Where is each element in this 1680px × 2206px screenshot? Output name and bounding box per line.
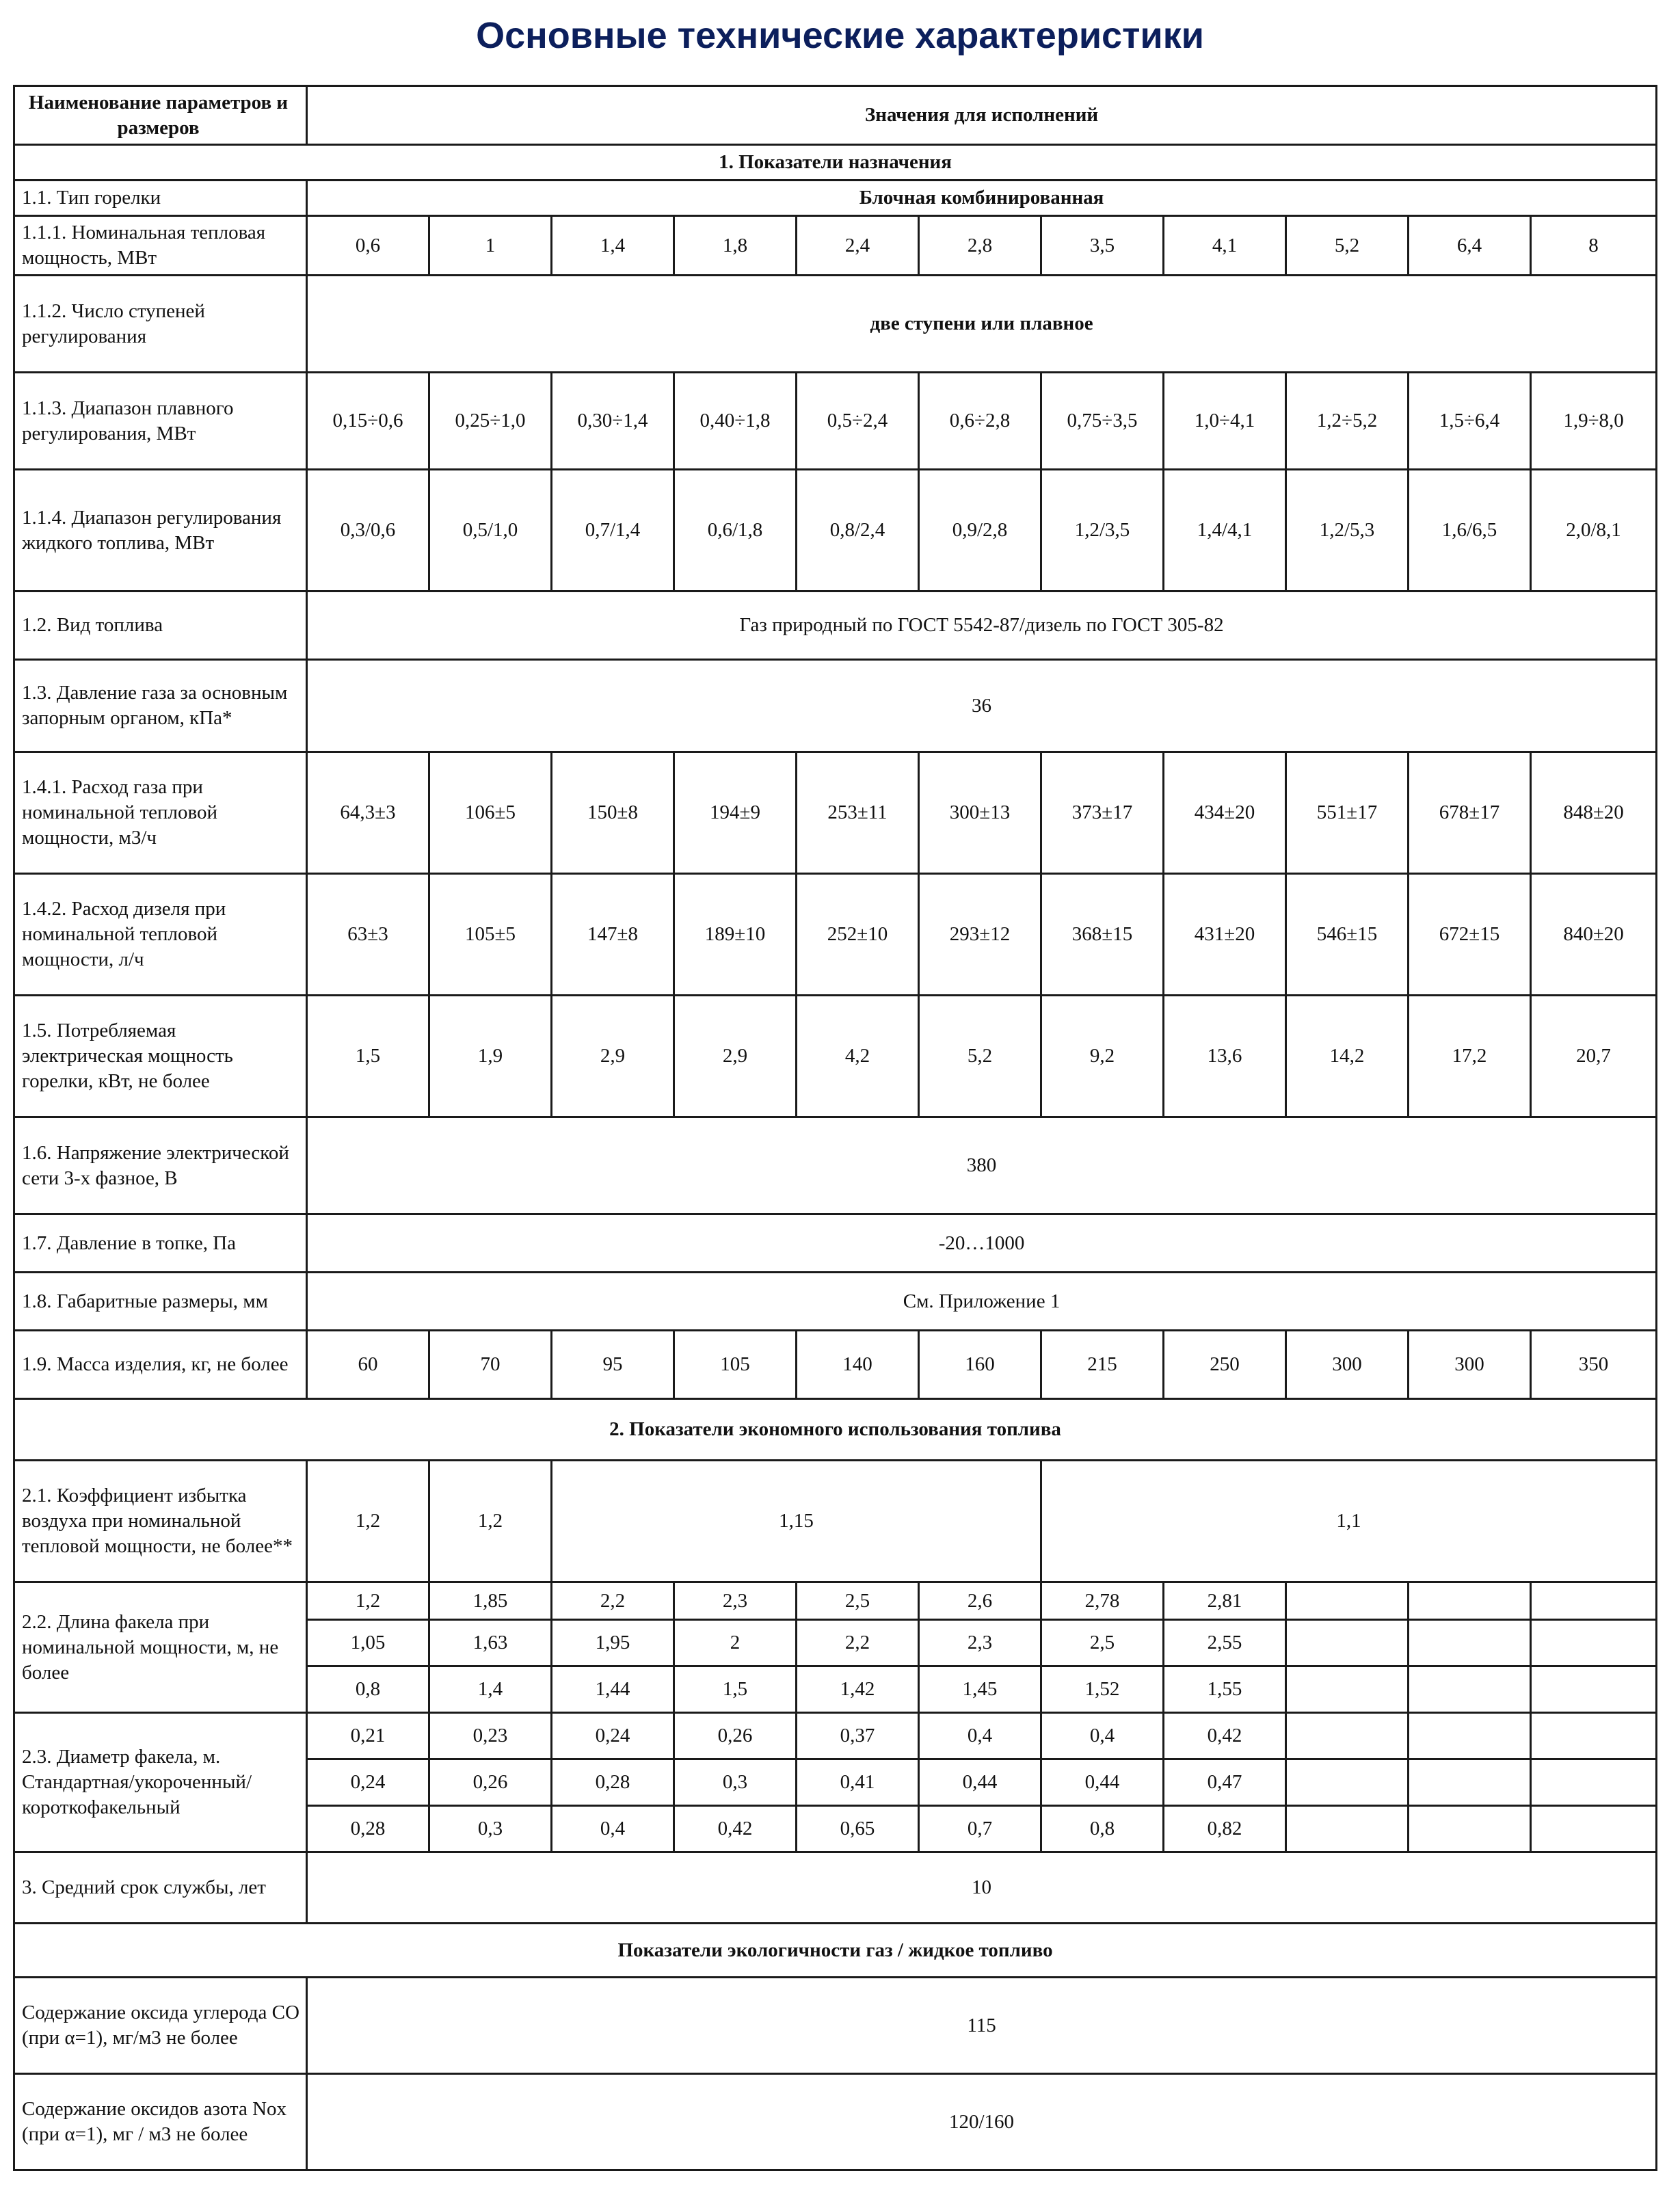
value-cell: 0,3 [674, 1759, 797, 1806]
value-cell: 2,3 [674, 1582, 797, 1620]
param-label: Содержание оксидов азота Nox (при α=1), мг / м3 не более [14, 2074, 307, 2170]
empty-cell [1531, 1713, 1657, 1759]
value-cell: 1,1 [1041, 1461, 1657, 1582]
value-cell: 2,4 [797, 216, 919, 276]
value-cell: 5,2 [1286, 216, 1409, 276]
param-value: См. Приложение 1 [307, 1273, 1657, 1331]
value-cell: 17,2 [1409, 996, 1531, 1117]
value-cell: 300 [1286, 1331, 1409, 1399]
value-cell: 1,8 [674, 216, 797, 276]
value-cell: 0,5÷2,4 [797, 373, 919, 470]
value-cell: 300 [1409, 1331, 1531, 1399]
empty-cell [1409, 1620, 1531, 1666]
value-cell: 1,85 [429, 1582, 552, 1620]
value-cell: 1,2÷5,2 [1286, 373, 1409, 470]
param-label: 2.2. Длина факела при номинальной мощности, м, не более [14, 1582, 307, 1713]
value-cell: 253±11 [797, 752, 919, 874]
value-cell: 0,37 [797, 1713, 919, 1759]
param-label: 1.7. Давление в топке, Па [14, 1214, 307, 1273]
value-cell: 0,75÷3,5 [1041, 373, 1164, 470]
value-cell: 434±20 [1164, 752, 1286, 874]
param-label: 1.1.2. Число ступеней регулирования [14, 276, 307, 373]
value-cell: 60 [307, 1331, 429, 1399]
value-cell: 551±17 [1286, 752, 1409, 874]
empty-cell [1409, 1713, 1531, 1759]
value-cell: 1,9÷8,0 [1531, 373, 1657, 470]
value-cell: 0,5/1,0 [429, 470, 552, 592]
value-cell: 1,52 [1041, 1666, 1164, 1713]
header-row [14, 86, 1657, 145]
empty-cell [1531, 1759, 1657, 1806]
value-cell: 431±20 [1164, 874, 1286, 996]
value-cell: 840±20 [1531, 874, 1657, 996]
value-cell: 1,2/5,3 [1286, 470, 1409, 592]
row-furnace_pressure [14, 1214, 1657, 1273]
value-cell: 1,2 [429, 1461, 552, 1582]
value-cell: 194±9 [674, 752, 797, 874]
empty-cell [1286, 1620, 1409, 1666]
empty-cell [1409, 1666, 1531, 1713]
value-cell: 0,21 [307, 1713, 429, 1759]
value-cell: 147±8 [552, 874, 674, 996]
param-value: две ступени или плавное [307, 276, 1657, 373]
value-cell: 2,9 [552, 996, 674, 1117]
value-cell: 252±10 [797, 874, 919, 996]
value-cell: 1,2 [307, 1582, 429, 1620]
value-cell: 0,8/2,4 [797, 470, 919, 592]
empty-cell [1531, 1806, 1657, 1852]
value-cell: 150±8 [552, 752, 674, 874]
value-cell: 1,9 [429, 996, 552, 1117]
value-cell: 2,55 [1164, 1620, 1286, 1666]
value-cell: 0,24 [552, 1713, 674, 1759]
value-cell: 1,4 [429, 1666, 552, 1713]
value-cell: 1,63 [429, 1620, 552, 1666]
param-label: 1.8. Габаритные размеры, мм [14, 1273, 307, 1331]
section-title: 2. Показатели экономного использования топлива [14, 1399, 1657, 1461]
value-cell: 2,6 [919, 1582, 1041, 1620]
value-cell: 672±15 [1409, 874, 1531, 996]
value-cell: 140 [797, 1331, 919, 1399]
param-label: 1.3. Давление газа за основным запорным органом, кПа* [14, 660, 307, 752]
row-smooth_range [14, 373, 1657, 470]
param-label: 2.3. Диаметр факела, м. Стандартная/укороченный/короткофакельный [14, 1713, 307, 1852]
value-cell: 0,47 [1164, 1759, 1286, 1806]
value-cell: 0,28 [552, 1759, 674, 1806]
value-cell: 6,4 [1409, 216, 1531, 276]
value-cell: 300±13 [919, 752, 1041, 874]
value-cell: 0,25÷1,0 [429, 373, 552, 470]
value-cell: 1,05 [307, 1620, 429, 1666]
value-cell: 1,15 [552, 1461, 1041, 1582]
value-cell: 1,6/6,5 [1409, 470, 1531, 592]
value-cell: 678±17 [1409, 752, 1531, 874]
row-diesel_flow [14, 874, 1657, 996]
value-cell: 0,28 [307, 1806, 429, 1852]
value-cell: 0,26 [674, 1713, 797, 1759]
values-header: Значения для исполнений [307, 86, 1657, 145]
value-cell: 0,44 [1041, 1759, 1164, 1806]
value-cell: 0,6 [307, 216, 429, 276]
value-cell: 1,5 [674, 1666, 797, 1713]
row-gas_pressure [14, 660, 1657, 752]
value-cell: 2,8 [919, 216, 1041, 276]
value-cell: 368±15 [1041, 874, 1164, 996]
value-cell: 70 [429, 1331, 552, 1399]
param-label: 1.4.1. Расход газа при номинальной тепловой мощности, м3/ч [14, 752, 307, 874]
value-cell: 1,2/3,5 [1041, 470, 1164, 592]
value-cell: 5,2 [919, 996, 1041, 1117]
value-cell: 1,42 [797, 1666, 919, 1713]
value-cell: 0,8 [307, 1666, 429, 1713]
value-cell: 0,8 [1041, 1806, 1164, 1852]
value-cell: 3,5 [1041, 216, 1164, 276]
spec-table-body [14, 86, 1657, 2170]
param-label: 1.1. Тип горелки [14, 181, 307, 216]
spec-table [13, 85, 1657, 2171]
param-value: -20…1000 [307, 1214, 1657, 1273]
param-header: Наименование параметров и размеров [14, 86, 307, 145]
row-fuel [14, 592, 1657, 660]
value-cell: 20,7 [1531, 996, 1657, 1117]
param-label: 1.9. Масса изделия, кг, не более [14, 1331, 307, 1399]
value-cell: 0,6/1,8 [674, 470, 797, 592]
value-cell: 2,9 [674, 996, 797, 1117]
value-cell: 4,1 [1164, 216, 1286, 276]
value-cell: 1,5 [307, 996, 429, 1117]
value-cell: 215 [1041, 1331, 1164, 1399]
param-value: 380 [307, 1117, 1657, 1214]
value-cell: 9,2 [1041, 996, 1164, 1117]
value-cell: 0,23 [429, 1713, 552, 1759]
value-cell: 0,7/1,4 [552, 470, 674, 592]
section-title: Показатели экологичности газ / жидкое топливо [14, 1924, 1657, 1978]
page-title: Основные технические характеристики [476, 15, 1204, 56]
row-air_excess [14, 1461, 1657, 1582]
value-cell: 0,30÷1,4 [552, 373, 674, 470]
value-cell: 1,55 [1164, 1666, 1286, 1713]
section-row [14, 1399, 1657, 1461]
value-cell: 2,2 [552, 1582, 674, 1620]
value-cell: 0,4 [1041, 1713, 1164, 1759]
value-cell: 0,82 [1164, 1806, 1286, 1852]
value-cell: 1,5÷6,4 [1409, 373, 1531, 470]
value-cell: 0,44 [919, 1759, 1041, 1806]
row-mass [14, 1331, 1657, 1399]
value-cell: 2,0/8,1 [1531, 470, 1657, 592]
row-stages [14, 276, 1657, 373]
value-cell: 2 [674, 1620, 797, 1666]
param-label: 3. Средний срок службы, лет [14, 1852, 307, 1924]
value-cell: 0,4 [919, 1713, 1041, 1759]
row-power [14, 216, 1657, 276]
value-cell: 4,2 [797, 996, 919, 1117]
param-value: Газ природный по ГОСТ 5542-87/дизель по ГОСТ 305-82 [307, 592, 1657, 660]
row-service_life [14, 1852, 1657, 1924]
value-cell: 0,41 [797, 1759, 919, 1806]
empty-cell [1286, 1582, 1409, 1620]
value-cell: 1,0÷4,1 [1164, 373, 1286, 470]
row-liquid_range [14, 470, 1657, 592]
value-cell: 1 [429, 216, 552, 276]
param-value: Блочная комбинированная [307, 181, 1657, 216]
value-cell: 1,4/4,1 [1164, 470, 1286, 592]
param-value: 115 [307, 1978, 1657, 2074]
param-value: 36 [307, 660, 1657, 752]
param-label: 2.1. Коэффициент избытка воздуха при номинальной тепловой мощности, не более** [14, 1461, 307, 1582]
value-cell: 14,2 [1286, 996, 1409, 1117]
row-gas_flow [14, 752, 1657, 874]
section-row [14, 1924, 1657, 1978]
value-cell: 0,7 [919, 1806, 1041, 1852]
param-label: 1.1.1. Номинальная тепловая мощность, МВт [14, 216, 307, 276]
empty-cell [1286, 1759, 1409, 1806]
empty-cell [1531, 1666, 1657, 1713]
empty-cell [1286, 1713, 1409, 1759]
row-burner_type [14, 181, 1657, 216]
value-cell: 0,3/0,6 [307, 470, 429, 592]
value-cell: 2,78 [1041, 1582, 1164, 1620]
value-cell: 160 [919, 1331, 1041, 1399]
value-cell: 0,9/2,8 [919, 470, 1041, 592]
row-el_power [14, 996, 1657, 1117]
value-cell: 0,4 [552, 1806, 674, 1852]
empty-cell [1409, 1759, 1531, 1806]
empty-cell [1286, 1806, 1409, 1852]
value-cell: 0,42 [1164, 1713, 1286, 1759]
value-cell: 2,5 [1041, 1620, 1164, 1666]
value-cell: 63±3 [307, 874, 429, 996]
row-flame_length-1 [14, 1582, 1657, 1620]
param-value: 10 [307, 1852, 1657, 1924]
empty-cell [1286, 1666, 1409, 1713]
value-cell: 95 [552, 1331, 674, 1399]
value-cell: 1,2 [307, 1461, 429, 1582]
param-label: 1.1.3. Диапазон плавного регулирования, МВт [14, 373, 307, 470]
value-cell: 1,44 [552, 1666, 674, 1713]
value-cell: 0,42 [674, 1806, 797, 1852]
empty-cell [1409, 1582, 1531, 1620]
value-cell: 0,40÷1,8 [674, 373, 797, 470]
value-cell: 13,6 [1164, 996, 1286, 1117]
value-cell: 105±5 [429, 874, 552, 996]
value-cell: 0,15÷0,6 [307, 373, 429, 470]
value-cell: 189±10 [674, 874, 797, 996]
section-title: 1. Показатели назначения [14, 145, 1657, 181]
value-cell: 2,2 [797, 1620, 919, 1666]
value-cell: 1,4 [552, 216, 674, 276]
value-cell: 1,95 [552, 1620, 674, 1666]
value-cell: 0,6÷2,8 [919, 373, 1041, 470]
value-cell: 0,65 [797, 1806, 919, 1852]
value-cell: 350 [1531, 1331, 1657, 1399]
row-co [14, 1978, 1657, 2074]
value-cell: 2,3 [919, 1620, 1041, 1666]
param-label: 1.4.2. Расход дизеля при номинальной тепловой мощности, л/ч [14, 874, 307, 996]
value-cell: 373±17 [1041, 752, 1164, 874]
value-cell: 106±5 [429, 752, 552, 874]
row-voltage [14, 1117, 1657, 1214]
row-flame_diameter-1 [14, 1713, 1657, 1759]
value-cell: 250 [1164, 1331, 1286, 1399]
value-cell: 293±12 [919, 874, 1041, 996]
value-cell: 105 [674, 1331, 797, 1399]
empty-cell [1531, 1620, 1657, 1666]
value-cell: 0,3 [429, 1806, 552, 1852]
value-cell: 0,26 [429, 1759, 552, 1806]
row-nox [14, 2074, 1657, 2170]
param-label: 1.6. Напряжение электрической сети 3-х фазное, В [14, 1117, 307, 1214]
value-cell: 2,81 [1164, 1582, 1286, 1620]
value-cell: 2,5 [797, 1582, 919, 1620]
empty-cell [1409, 1806, 1531, 1852]
empty-cell [1531, 1582, 1657, 1620]
value-cell: 0,24 [307, 1759, 429, 1806]
param-value: 120/160 [307, 2074, 1657, 2170]
row-dimensions [14, 1273, 1657, 1331]
param-label: Содержание оксида углерода СО (при α=1), мг/м3 не более [14, 1978, 307, 2074]
value-cell: 1,45 [919, 1666, 1041, 1713]
value-cell: 64,3±3 [307, 752, 429, 874]
param-label: 1.1.4. Диапазон регулирования жидкого топлива, МВт [14, 470, 307, 592]
section-row [14, 145, 1657, 181]
param-label: 1.5. Потребляемая электрическая мощность горелки, кВт, не более [14, 996, 307, 1117]
value-cell: 848±20 [1531, 752, 1657, 874]
value-cell: 546±15 [1286, 874, 1409, 996]
value-cell: 8 [1531, 216, 1657, 276]
param-label: 1.2. Вид топлива [14, 592, 307, 660]
